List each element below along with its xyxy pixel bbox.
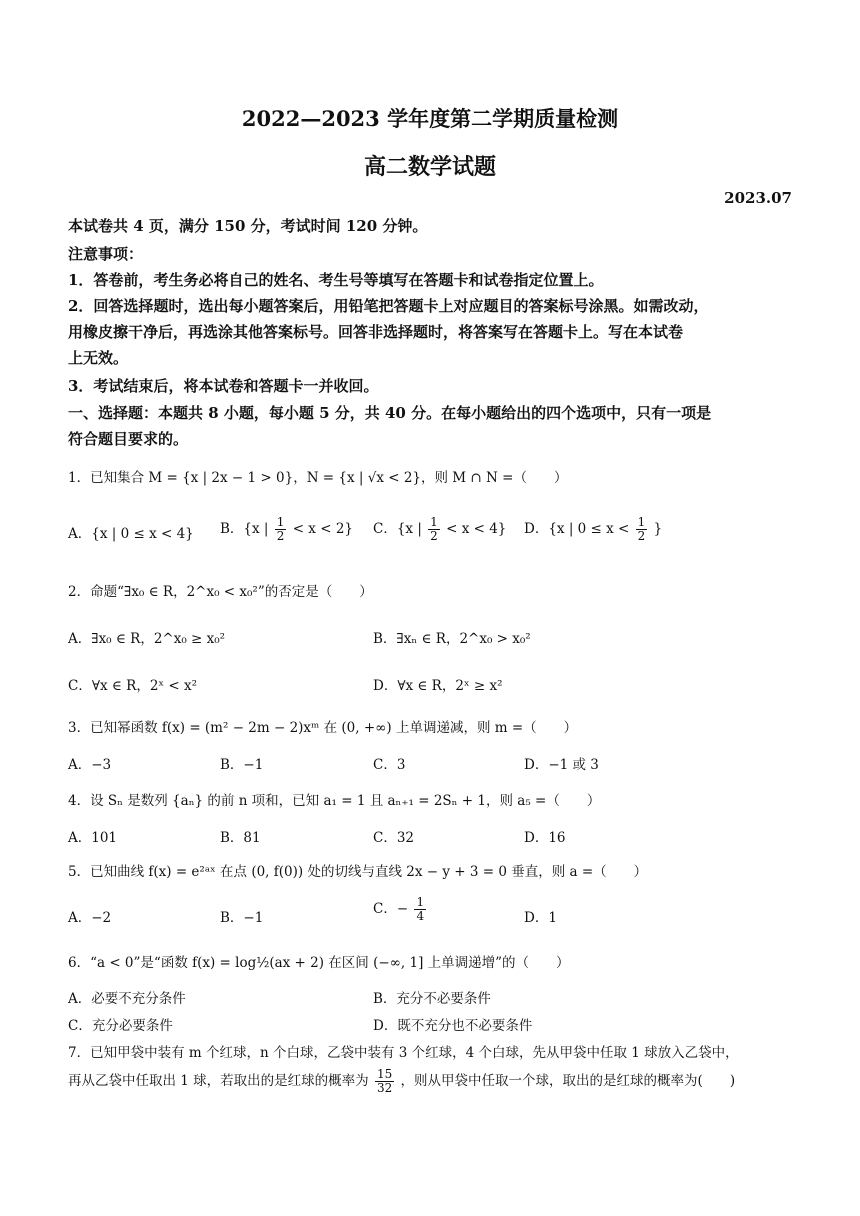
fraction-denominator: 2 (637, 529, 646, 543)
question-6-option-a: A．必要不充分条件 (68, 991, 186, 1007)
question-4-option-a: A．101 (68, 830, 118, 846)
intro-text: 本试卷共 4 页，满分 150 分，考试时间 120 分钟。 (68, 217, 428, 235)
fraction-denominator: 2 (276, 529, 285, 543)
question-7-line-2 (68, 1068, 798, 1095)
question-7-line-2-prefix: 再从乙袋中任取出 1 球，若取出的是红球的概率为 (68, 1073, 369, 1089)
question-2-option-d: D．∀x ∈ R，2ˣ ≥ x² (373, 678, 503, 694)
question-1-option-a: A．{x | 0 ≤ x < 4} (68, 526, 194, 542)
option-d-suffix: } (653, 521, 663, 537)
question-4-option-b: B．81 (220, 830, 261, 846)
exam-title: 2022—2023 学年度第二学期质量检测 (241, 106, 619, 131)
question-3-option-c: C．3 (373, 757, 406, 773)
question-1-option-b (220, 516, 353, 543)
question-5-option-d: D．1 (524, 910, 557, 926)
exam-subtitle: 高二数学试题 (363, 154, 496, 180)
question-3-option-a: A．−3 (68, 757, 112, 773)
notes-heading: 注意事项： (68, 245, 144, 263)
question-6-option-d: D．既不充分也不必要条件 (373, 1018, 533, 1034)
question-2-option-a: A．∃x₀ ∈ R，2^x₀ ≥ x₀² (68, 631, 226, 647)
question-2-stem: 2．命题“∃x₀ ∈ R，2^x₀ < x₀²”的否定是（ ） (68, 584, 373, 600)
option-c-prefix: C．− (373, 901, 409, 917)
question-6-stem: 6．“a < 0”是“函数 f(x) = log½(ax + 2) 在区间 (−∞, 1] 上单调递增”的（ ） (68, 955, 570, 971)
option-c-fraction (414, 896, 426, 923)
question-3-option-d: D．−1 或 3 (524, 757, 599, 773)
note-item-2-line-3: 上无效。 (68, 349, 129, 367)
question-7-line-1: 7．已知甲袋中装有 m 个红球，n 个白球，乙袋中装有 3 个红球，4 个白球，先从甲袋中任取 1 球放入乙袋中， (68, 1045, 739, 1061)
question-5-option-a: A．−2 (68, 910, 112, 926)
option-c-prefix: C．{x | (373, 521, 422, 537)
note-item-2-line-2: 用橡皮擦干净后，再选涂其他答案标号。回答非选择题时，将答案写在答题卡上。写在本试卷 (68, 323, 684, 341)
question-1-stem: 1．已知集合 M = {x | 2x − 1 > 0}，N = {x | √x < 2}，则 M ∩ N =（ ） (68, 470, 568, 486)
section-1-heading-line-2: 符合题目要求的。 (68, 430, 189, 448)
question-6-option-b: B．充分不必要条件 (373, 991, 491, 1007)
question-3-stem: 3．已知幂函数 f(x) = (m² − 2m − 2)xᵐ 在 (0, +∞) 上单调递减，则 m =（ ） (68, 720, 578, 736)
fraction-denominator: 32 (376, 1081, 393, 1095)
question-7-line-2-suffix: ，则从甲袋中任取一个球，取出的是红球的概率为( ) (400, 1073, 736, 1089)
option-c-suffix: < x < 4} (446, 521, 507, 537)
question-6-option-c: C．充分必要条件 (68, 1018, 173, 1034)
question-5-option-c (373, 896, 428, 923)
option-b-fraction (275, 516, 287, 543)
section-1-heading-line-1: 一、选择题：本题共 8 小题，每小题 5 分，共 40 分。在每小题给出的四个选项中，只有一项是 (68, 404, 712, 422)
question-4-stem: 4．设 Sₙ 是数列 {aₙ} 的前 n 项和，已知 a₁ = 1 且 aₙ₊₁ = 2Sₙ + 1，则 a₅ =（ ） (68, 793, 601, 809)
note-item-2-line-1: 2．回答选择题时，选出每小题答案后，用铅笔把答题卡上对应题目的答案标号涂黑。如需改动， (68, 297, 709, 315)
note-item-1: 1．答卷前，考生务必将自己的姓名、考生号等填写在答题卡和试卷指定位置上。 (68, 271, 604, 289)
fraction-numerator: 1 (416, 895, 425, 909)
option-d-prefix: D．{x | 0 ≤ x < (524, 521, 630, 537)
question-4-option-d: D．16 (524, 830, 566, 846)
question-3-option-b: B．−1 (220, 757, 264, 773)
question-2-option-c: C．∀x ∈ R，2ˣ < x² (68, 678, 198, 694)
fraction-denominator: 4 (416, 909, 425, 923)
question-2-option-b: B．∃xₙ ∈ R，2^x₀ > x₀² (373, 631, 531, 647)
option-b-suffix: < x < 2} (292, 521, 353, 537)
question-1-option-c (373, 516, 506, 543)
option-b-prefix: B．{x | (220, 521, 269, 537)
question-5-stem: 5．已知曲线 f(x) = e²ᵃˣ 在点 (0, f(0)) 处的切线与直线 2x − y + 3 = 0 垂直，则 a =（ ） (68, 864, 648, 880)
fraction-numerator: 1 (430, 515, 438, 529)
fraction-denominator: 2 (430, 529, 438, 543)
exam-date: 2023.07 (724, 189, 792, 207)
note-item-3: 3．考试结束后，将本试卷和答题卡一并收回。 (68, 377, 379, 395)
question-4-option-c: C．32 (373, 830, 415, 846)
question-7-fraction (375, 1068, 394, 1095)
fraction-numerator: 1 (637, 515, 646, 529)
option-d-fraction (636, 516, 648, 543)
question-5-option-b: B．−1 (220, 910, 264, 926)
question-1-option-d (524, 516, 662, 543)
fraction-numerator: 15 (376, 1067, 393, 1081)
fraction-numerator: 1 (276, 515, 285, 529)
option-c-fraction (428, 516, 440, 543)
